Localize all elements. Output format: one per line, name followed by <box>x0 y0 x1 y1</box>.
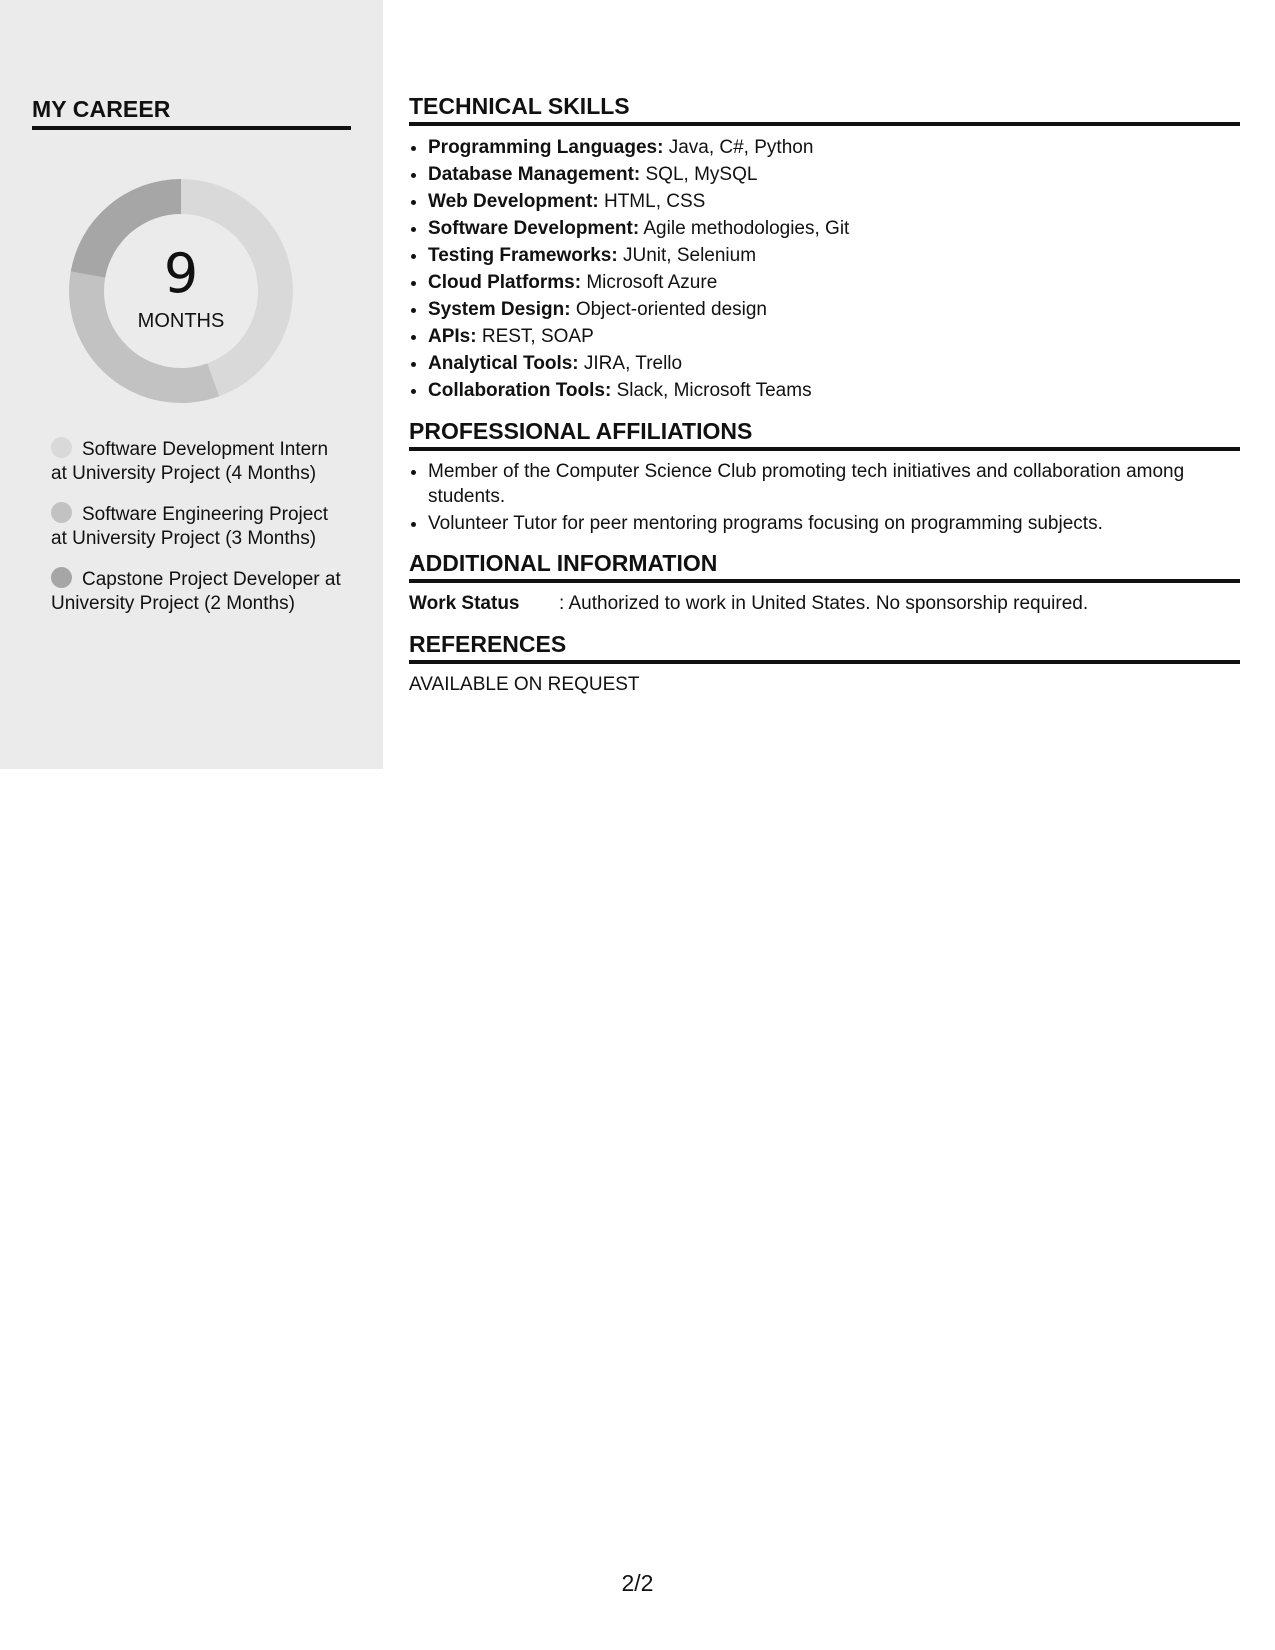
additional-information-heading: ADDITIONAL INFORMATION <box>409 550 1240 583</box>
skill-value: Java, C#, Python <box>663 137 814 158</box>
references-section <box>409 631 1240 698</box>
skill-item <box>428 134 1240 161</box>
career-legend <box>51 437 341 632</box>
skill-label: System Design: <box>428 299 571 320</box>
professional-affiliations-heading: PROFESSIONAL AFFILIATIONS <box>409 418 1240 451</box>
skill-value: Slack, Microsoft Teams <box>611 380 812 401</box>
skill-item <box>428 350 1240 377</box>
work-status-value: : Authorized to work in United States. No sponsorship required. <box>559 593 1089 614</box>
career-sidebar <box>0 0 383 769</box>
legend-item <box>51 502 341 551</box>
page-number: 2/2 <box>621 1570 654 1596</box>
total-months-unit: MONTHS <box>137 310 225 332</box>
legend-item-label: Software Engineering Project at University Project (3 Months) <box>51 504 329 549</box>
references-text: AVAILABLE ON REQUEST <box>409 674 640 695</box>
technical-skills-section <box>409 93 1240 404</box>
skill-value: REST, SOAP <box>476 326 594 347</box>
resume-main-column <box>409 93 1240 712</box>
legend-color-dot <box>51 437 72 458</box>
skill-label: Collaboration Tools: <box>428 380 612 401</box>
skill-item <box>428 323 1240 350</box>
work-status-row <box>409 591 1240 617</box>
skill-value: JUnit, Selenium <box>617 245 757 266</box>
legend-item-label: Capstone Project Developer at University Project (2 Months) <box>51 569 341 614</box>
additional-information-section <box>409 550 1240 617</box>
skill-label: Database Management: <box>428 164 641 185</box>
references-heading: REFERENCES <box>409 631 1240 664</box>
skill-item <box>428 188 1240 215</box>
legend-color-dot <box>51 567 72 588</box>
skill-item <box>428 269 1240 296</box>
skill-label: Cloud Platforms: <box>428 272 582 293</box>
skill-value: HTML, CSS <box>598 191 706 212</box>
skill-label: Software Development: <box>428 218 640 239</box>
skill-label: Web Development: <box>428 191 599 212</box>
career-donut-chart <box>56 166 306 416</box>
legend-item <box>51 567 341 616</box>
skill-item <box>428 161 1240 188</box>
affiliations-list <box>409 459 1240 536</box>
skill-item <box>428 296 1240 323</box>
work-status-label: Work Status <box>409 593 520 614</box>
skills-list <box>409 134 1240 404</box>
professional-affiliations-section <box>409 418 1240 536</box>
skill-label: Testing Frameworks: <box>428 245 618 266</box>
skill-value: Agile methodologies, Git <box>639 218 850 239</box>
skill-value: Object-oriented design <box>570 299 767 320</box>
technical-skills-heading: TECHNICAL SKILLS <box>409 93 1240 126</box>
legend-item <box>51 437 341 486</box>
legend-color-dot <box>51 502 72 523</box>
affiliation-item: • Volunteer Tutor for peer mentoring programs focusing on programming subjects. <box>428 511 1240 536</box>
skill-label: Analytical Tools: <box>428 353 579 374</box>
skill-value: SQL, MySQL <box>640 164 758 185</box>
total-months-number: 9 <box>163 242 199 305</box>
affiliation-item: • Member of the Computer Science Club promoting tech initiatives and collaboration among students. <box>428 459 1240 509</box>
skill-value: JIRA, Trello <box>578 353 683 374</box>
skill-value: Microsoft Azure <box>581 272 718 293</box>
skill-label: APIs: <box>428 326 477 347</box>
skill-label: Programming Languages: <box>428 137 664 158</box>
skill-item <box>428 377 1240 404</box>
legend-item-label: Software Development Intern at University Project (4 Months) <box>51 439 329 484</box>
skill-item <box>428 215 1240 242</box>
career-heading: MY CAREER <box>32 96 351 130</box>
skill-item <box>428 242 1240 269</box>
